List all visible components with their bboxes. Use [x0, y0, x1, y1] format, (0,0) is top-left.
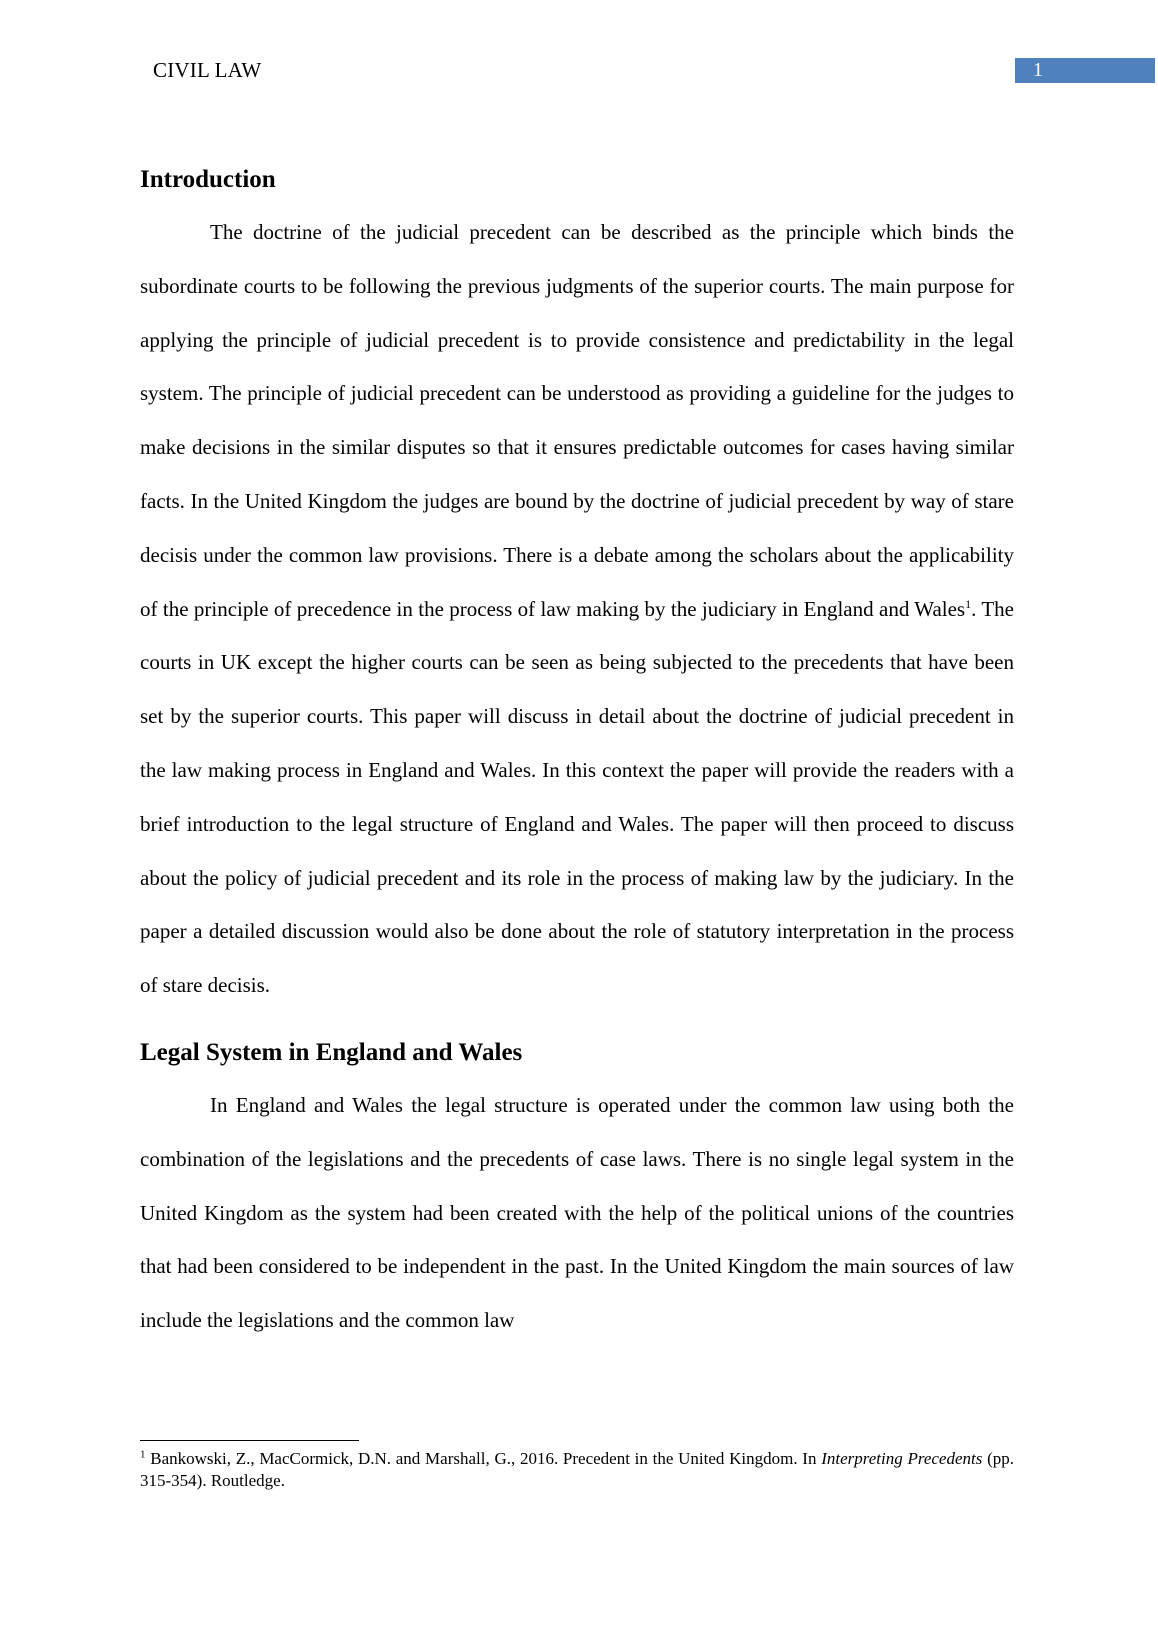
- introduction-heading: Introduction: [140, 166, 276, 193]
- legal-system-paragraph: In England and Wales the legal structure is operated under the common law using both the combination of the legislations and the precedents of case laws. There is no single legal system in the United Kingdom as the system had been created with the help of the political unions of the countries that had been considered to be independent in the past. In the United Kingdom the main sources of law include the legislations and the common law: [140, 1092, 1014, 1333]
- footnote-text-part-2: (pp. 315-354). Routledge.: [140, 1449, 1014, 1490]
- page-number: 1: [1033, 59, 1043, 81]
- footnote-book-title: Interpreting Precedents: [821, 1449, 983, 1468]
- document-body: [140, 154, 1014, 1348]
- introduction-paragraph: [140, 206, 1014, 1013]
- legal-system-heading: Legal System in England and Wales: [140, 1038, 523, 1066]
- footnote: [140, 1448, 1014, 1492]
- footnote-text-part-1: Bankowski, Z., MacCormick, D.N. and Marshall, G., 2016. Precedent in the United Kingdom. In: [145, 1449, 822, 1468]
- introduction-text-part-2: . The courts in UK except the higher courts can be seen as being subjected to the precedents that have been set by the superior courts. This paper will discuss in detail about the doctrine of judicial precedent in the law making process in England and Wales. In this context the paper will provide the readers with a brief introduction to the legal structure of England and Wales. The paper will then proceed to discuss about the policy of judicial precedent and its role in the process of making law by the judiciary. In the paper a detailed discussion would also be done about the role of statutory interpretation in the process of stare decisis.: [140, 596, 1014, 998]
- footnote-number: 1: [140, 1448, 146, 1461]
- footnote-separator: [140, 1440, 359, 1441]
- page-number-box: [1015, 58, 1155, 83]
- footnote-reference[interactable]: 1: [965, 596, 972, 611]
- introduction-text-part-1: The doctrine of the judicial precedent can be described as the principle which binds the subordinate courts to be following the previous judgments of the superior courts. The main purpose for applying the principle of judicial precedent is to provide consistence and predictability in the legal system. The principle of judicial precedent can be understood as providing a guideline for the judges to make decisions in the similar disputes so that it ensures predictable outcomes for cases having similar facts. In the United Kingdom the judges are bound by the doctrine of judicial precedent by way of stare decisis under the common law provisions. There is a debate among the scholars about the applicability of the principle of precedence in the process of law making by the judiciary in England and Wales: [140, 220, 1014, 621]
- running-header-title: CIVIL LAW: [153, 58, 262, 82]
